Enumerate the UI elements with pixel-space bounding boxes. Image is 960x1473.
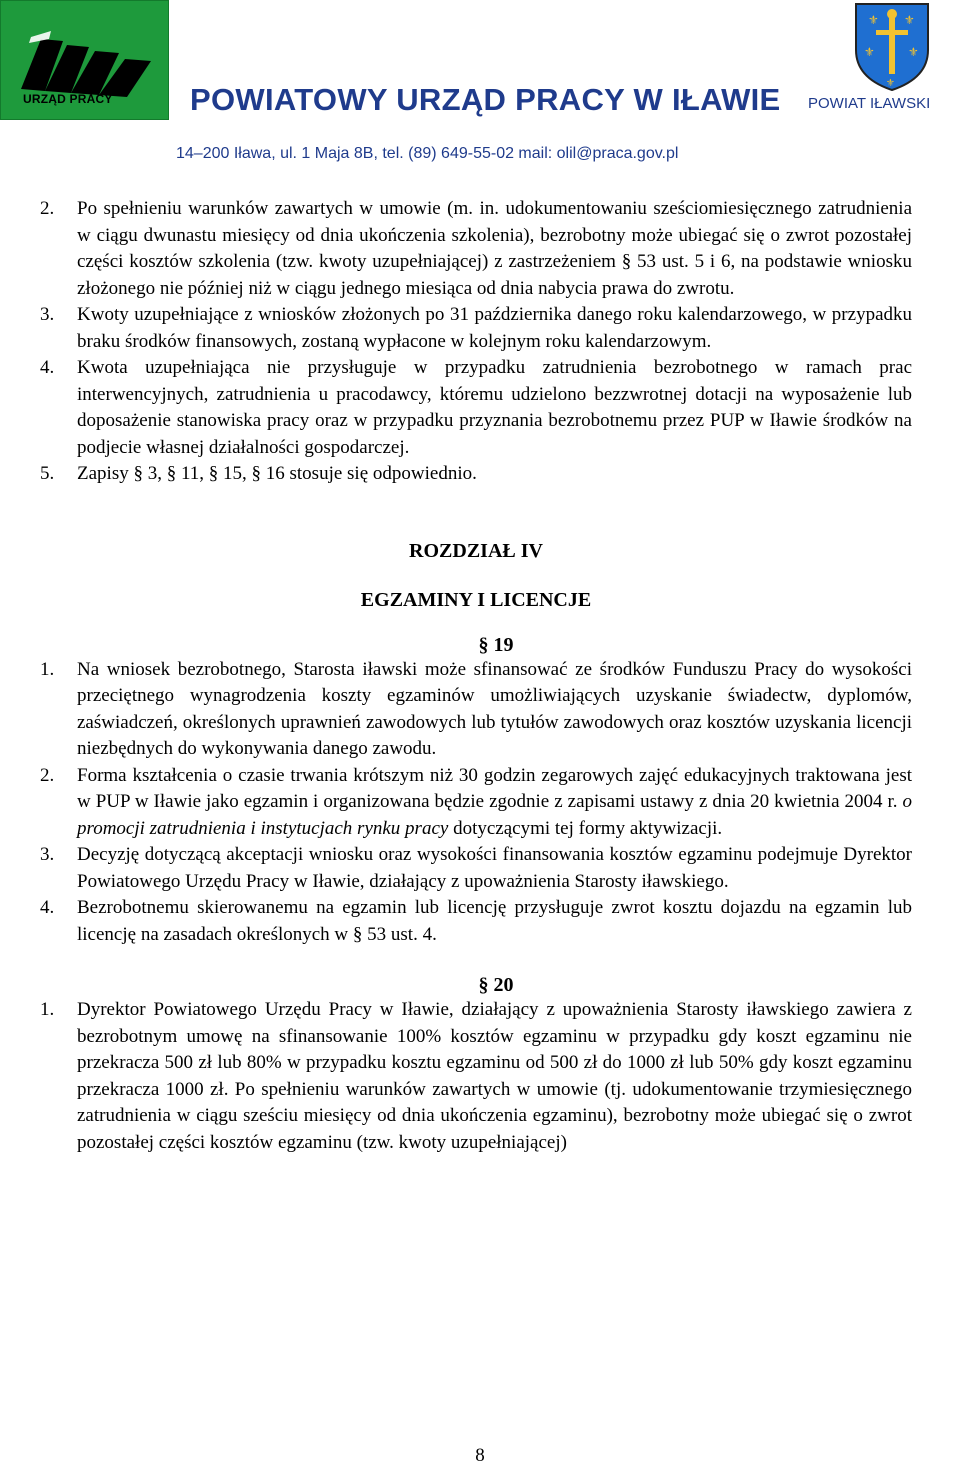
- item-number: 4.: [40, 897, 55, 918]
- organization-title: POWIATOWY URZĄD PRACY W IŁAWIE: [190, 82, 781, 117]
- svg-text:⚜: ⚜: [904, 13, 915, 27]
- page-number: 8: [475, 1445, 485, 1466]
- paragraph-sign-19: § 19: [478, 633, 514, 656]
- item-number: 1.: [40, 658, 55, 680]
- paragraph-sign-20: § 20: [478, 974, 514, 996]
- list-item: [40, 461, 912, 488]
- item-number: 5.: [40, 463, 55, 484]
- item-number: 3.: [40, 844, 55, 865]
- list-item: [40, 763, 912, 843]
- list-item: [40, 196, 912, 302]
- item-number: 3.: [40, 304, 55, 325]
- item-text: Po spełnieniu warunków zawartych w umowie (m. in. udokumentowaniu sześciomiesięcznego zatrudnienia w ciągu dwunastu miesięcy od dnia ukończenia szkolenia), bezrobotny może ubiegać się o zwrot pozostałej części kosztów szkolenia (tzw. kwoty uzupełniającej) z zastrzeżeniem § 53 ust. 5 i 6, na podstawie wniosku złożonego nie później niż w ciągu jednego miesiąca od dnia nabycia prawa do zwrotu.: [77, 198, 912, 299]
- urzad-pracy-logo: [0, 0, 169, 120]
- list-item: [40, 842, 912, 895]
- document-body: [40, 196, 912, 1156]
- item-number: 1.: [40, 999, 55, 1020]
- list-item: [40, 895, 912, 948]
- item-text: Kwoty uzupełniające z wniosków złożonych po 31 października danego roku kalendarzowego, w przypadku braku środków finansowych, zostaną wypłacone w kolejnym roku kalendarzowym.: [77, 304, 912, 352]
- item-number: 4.: [40, 357, 55, 378]
- list-item: [40, 355, 912, 461]
- letterhead: [0, 0, 960, 170]
- item-text: Na wniosek bezrobotnego, Starosta iławski może sfinansować ze środków Funduszu Pracy do wysokości przeciętnego wynagrodzenia koszty egzaminów umożliwiających uzyskanie świadectw, dyplomów, zaświadczeń, określonych uprawnień zawodowych lub tytułów zawodowych oraz kosztów uzyskania licencji niezbędnych do wykonywania danego zawodu.: [77, 658, 912, 759]
- powiat-crest-icon: [852, 0, 932, 92]
- item-text-end: dotyczącymi tej formy aktywizacji.: [448, 817, 723, 839]
- item-text: Zapisy § 3, § 11, § 15, § 16 stosuje się odpowiednio.: [77, 463, 477, 484]
- chapter-subtitle: EGZAMINY I LICENCJE: [360, 588, 592, 611]
- item-text: Bezrobotnemu skierowanemu na egzamin lub licencję przysługuje zwrot kosztu dojazdu na egzamin lub licencję na zasadach określonych w § 53 ust. 4.: [77, 897, 912, 945]
- logo-caption: URZĄD PRACY: [23, 92, 113, 106]
- list-item: [40, 657, 912, 763]
- item-number: 2.: [40, 764, 55, 786]
- county-label: POWIAT IŁAWSKI: [808, 95, 931, 112]
- svg-text:⚜: ⚜: [886, 78, 895, 89]
- svg-text:⚜: ⚜: [908, 45, 919, 59]
- item-text: Kwota uzupełniająca nie przysługuje w przypadku zatrudnienia bezrobotnego w ramach prac interwencyjnych, zatrudnienia u pracodawcy, któremu udzielono bezzwrotnej dotacji na wyposażenie lub doposażenie stanowiska pracy oraz w przypadku przyznania bezrobotnemu przez PUP w Iławie środków na podjecie własnej działalności gospodarczej.: [77, 357, 912, 458]
- statute-title: o promocji zatrudnienia i instytucjach rynku pracy: [77, 791, 912, 839]
- contact-address: 14–200 Iława, ul. 1 Maja 8B, tel. (89) 649-55-02 mail: olil@praca.gov.pl: [176, 145, 679, 162]
- item-text: Dyrektor Powiatowego Urzędu Pracy w Iławie, działający z upoważnienia Starosty iławskiego zawiera z bezrobotnym umowę na sfinansowanie 100% kosztów egzaminu w przypadku gdy koszt egzaminu nie przekracza 500 zł lub 80% w przypadku kosztu egzaminu od 500 zł do 1000 zł lub 50% gdy koszt egzaminu przekracza 1000 zł. Po spełnieniu warunków zawartych w umowie (tj. udokumentowanie trzymiesięcznego zatrudnienia w ciągu sześciu miesięcy od dnia ukończenia egzaminu), bezrobotny może ubiegać się o zwrot pozostałej części kosztów egzaminu (tzw. kwoty uzupełniającej): [77, 999, 912, 1153]
- list-item: [40, 997, 912, 1156]
- chapter-title: ROZDZIAŁ IV: [409, 539, 543, 562]
- item-text: Forma kształcenia o czasie trwania krótszym niż 30 godzin zegarowych zajęć edukacyjnych traktowana jest w PUP w Iławie jako egzamin i organizowana będzie zgodnie z zapisami ustawy z dnia 20 kwietnia 2004 r.: [77, 764, 912, 812]
- svg-text:⚜: ⚜: [868, 13, 879, 27]
- item-number: 2.: [40, 198, 55, 219]
- item-text: Decyzję dotyczącą akceptacji wniosku oraz wysokości finansowania kosztów egzaminu podejmuje Dyrektor Powiatowego Urzędu Pracy w Iławie, działający z upoważnienia Starosty iławskiego.: [77, 844, 912, 892]
- svg-text:⚜: ⚜: [864, 45, 875, 59]
- list-item: [40, 302, 912, 355]
